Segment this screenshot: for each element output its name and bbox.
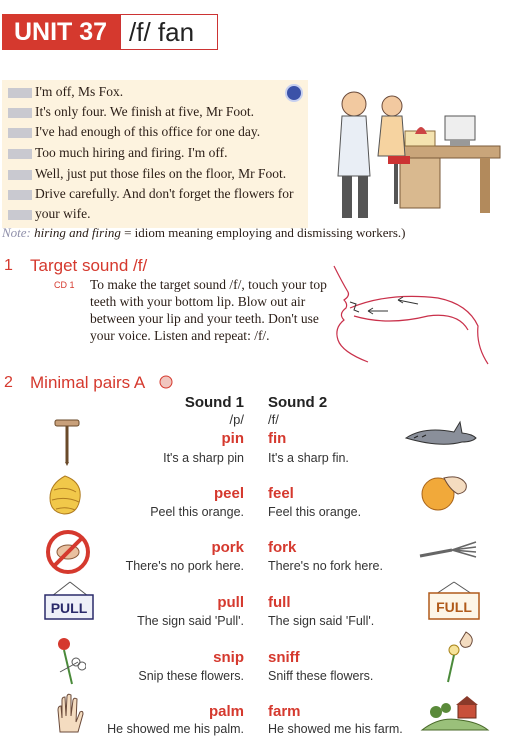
- full-sign-text: FULL: [436, 599, 472, 615]
- idiom-note: Note: hiring and firing = idiom meaning employing and dismissing workers.): [2, 225, 406, 240]
- speaker-marker: [8, 128, 32, 138]
- mouth-diagram: [328, 256, 510, 368]
- section-number: 2: [4, 374, 13, 391]
- sound1-word: palm: [208, 703, 244, 720]
- instructions: To make the target sound /f/, touch your top teeth with your bottom lip. Blow out air between your lip and your teeth. Don't use your voice. Listen and repeat: /f/.: [90, 277, 327, 343]
- sound2-word: farm: [268, 703, 301, 720]
- dialogue-line: Too much hiring and firing. I'm off.: [8, 143, 227, 163]
- sound2-sentence: He showed me his farm.: [268, 722, 403, 736]
- dialogue-line: your wife.: [8, 204, 90, 224]
- nose-flower-icon: [438, 628, 478, 684]
- shark-icon: [404, 420, 478, 452]
- dialogue-line: It's only four. We finish at five, Mr Foot.: [8, 102, 254, 122]
- sound2-word: full: [268, 594, 291, 611]
- section-title: Minimal pairs A: [30, 373, 146, 392]
- speaker-marker: [8, 88, 32, 98]
- palm-icon: [52, 692, 84, 740]
- unit-badge: UNIT 37: [2, 14, 120, 50]
- sound1-word: pin: [221, 430, 244, 447]
- cd-icon-small[interactable]: [158, 374, 174, 390]
- pull-sign-text: PULL: [50, 600, 88, 616]
- speaker-marker: [8, 170, 32, 180]
- sound1-sentence: It's a sharp pin: [163, 451, 244, 465]
- scissors-flowers-icon: [52, 636, 86, 688]
- sound1-word: peel: [213, 485, 244, 502]
- dialogue-line: Well, just put those files on the floor, Mr Foot.: [8, 164, 286, 184]
- sound2-sentence: There's no fork here.: [268, 559, 383, 573]
- section-title: Target sound /f/: [30, 256, 148, 275]
- sound1-word: snip: [213, 649, 244, 666]
- sound2-sentence: It's a sharp fin.: [268, 451, 349, 465]
- sound1-sentence: The sign said 'Pull'.: [137, 614, 244, 628]
- fork-icon: [418, 538, 480, 564]
- sound1-phoneme: /p/: [229, 412, 244, 427]
- sound1-sentence: There's no pork here.: [125, 559, 244, 573]
- sound2-word: fork: [268, 539, 297, 556]
- pull-sign-icon: [42, 580, 98, 624]
- cd-icon[interactable]: [285, 84, 303, 102]
- speaker-marker: [8, 210, 32, 220]
- cd-label[interactable]: CD 1: [54, 280, 75, 290]
- dialogue-line: I've had enough of this office for one day.: [8, 122, 260, 142]
- full-sign-icon: [426, 580, 482, 624]
- sound2-word: sniff: [268, 649, 300, 666]
- farm-icon: [420, 694, 490, 736]
- peeled-orange-icon: [42, 472, 88, 518]
- sound1-word: pork: [211, 539, 244, 556]
- sound1-word: pull: [217, 594, 244, 611]
- dialogue-line: I'm off, Ms Fox.: [8, 82, 123, 102]
- speaker-marker: [8, 108, 32, 118]
- section-number: 1: [4, 257, 13, 274]
- speaker-marker: [8, 149, 32, 159]
- sound2-sentence: Feel this orange.: [268, 505, 362, 519]
- sound2-sentence: The sign said 'Full'.: [268, 614, 375, 628]
- unit-title: /f/ fan: [120, 14, 218, 50]
- sound2-phoneme: /f/: [268, 412, 279, 427]
- sound2-heading: Sound 2: [268, 394, 328, 411]
- sound1-heading: Sound 1: [184, 394, 244, 411]
- pin-icon: [52, 418, 82, 466]
- office-illustration: [330, 76, 510, 226]
- sound2-word: feel: [268, 485, 294, 502]
- speaker-marker: [8, 190, 32, 200]
- sound2-sentence: Sniff these flowers.: [268, 669, 374, 683]
- sound2-word: fin: [268, 430, 287, 447]
- sound1-sentence: Peel this orange.: [150, 505, 244, 519]
- hand-orange-icon: [414, 468, 470, 514]
- sound1-sentence: He showed me his palm.: [107, 722, 244, 736]
- no-pork-icon: [44, 528, 92, 576]
- sound1-sentence: Snip these flowers.: [138, 669, 244, 683]
- dialogue-line: Drive carefully. And don't forget the flowers for: [8, 184, 293, 204]
